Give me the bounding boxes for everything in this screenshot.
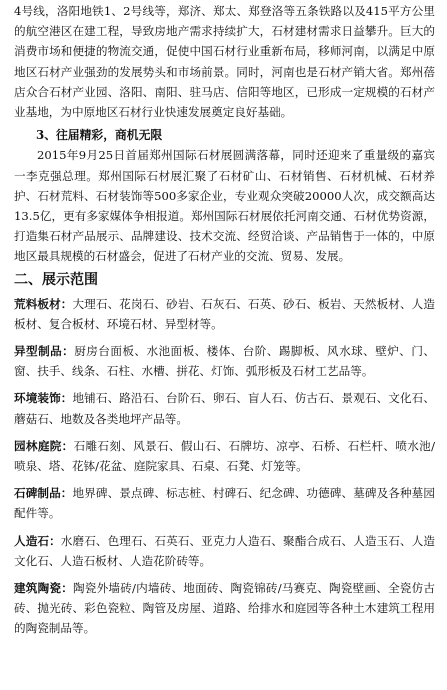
category-text: 地界碑、景点碑、标志桩、村碑石、纪念碑、功德碑、墓碑及各种墓园配件等。 bbox=[14, 486, 435, 521]
category-item bbox=[14, 436, 435, 476]
category-text: 石雕石刻、风景石、假山石、石牌坊、凉亭、石桥、石栏杆、喷水池/喷泉、塔、花钵/花盆、庭院家具、石桌、石凳、灯笼等。 bbox=[14, 438, 435, 474]
category-label: 人造石： bbox=[14, 533, 61, 548]
category-text: 水磨石、色理石、石英石、亚克力人造石、聚酯合成石、人造玉石、人造文化石、人造石板材、人造花阶砖等。 bbox=[14, 533, 435, 568]
category-label: 荒料板材： bbox=[14, 296, 73, 311]
category-label: 园林庭院： bbox=[14, 438, 74, 453]
category-text: 厨房台面板、水池面板、楼体、台阶、踢脚板、风水球、壁炉、门、窗、扶手、线条、石柱、水槽、拼花、灯饰、弧形板及石材工艺品等。 bbox=[14, 344, 435, 379]
intro-paragraph: 4号线，洛阳地铁1、2号线等，郑济、郑太、郑登洛等五条铁路以及415平方公里的航空港区在建工程，导致房地产需求持续扩大，石材建材需求日益攀升。巨大的消费市场和便捷的物流交通，促使中国石材行业重新布局，移师河南，以满足中原地区石材产业强劲的发展势头和市场前景。同时，河南也是石材产销大省。郑州蓓店众合石材产业园、洛阳、南阳、驻马店、信阳等地区，已形成一定规模的石材产业基地，为中原地区石材行业快速发展奠定良好基础。 bbox=[14, 4, 435, 120]
category-label: 环境装饰： bbox=[14, 391, 73, 406]
category-item bbox=[14, 388, 435, 428]
category-list bbox=[14, 294, 435, 639]
category-item bbox=[14, 483, 435, 523]
category-label: 石碑制品： bbox=[14, 486, 73, 501]
section-title-exhibit-scope: 二、展示范围 bbox=[14, 271, 98, 288]
past-exhibition-paragraph: 2015年9月25日首届郑州国际石材展圆满落幕，同时还迎来了重量级的嘉宾一李克强总理。郑州国际石材展汇聚了石材矿山、石材销售、石材机械、石材养护、石材荒料、石材装饰等500多家企业，专业观众突破20000人次，成交额高达13.5亿，更有多家媒体争相报道。郑州国际石材展依托河南交通、石材优势资源，打造集石材产品展示、品牌建设、技术交流、经贸洽谈、产品销售于一体的，中原地区最具规模的石材盛会，促进了石材产业的交流、贸易、发展。 bbox=[14, 148, 435, 264]
category-item bbox=[14, 294, 435, 334]
category-label: 建筑陶瓷： bbox=[14, 581, 73, 596]
category-text: 地铺石、路沿石、台阶石、卵石、盲人石、仿古石、景观石、文化石、蘑菇石、地数及各类地坪产品等。 bbox=[14, 391, 435, 426]
category-label: 异型制品： bbox=[14, 344, 75, 359]
category-text: 大理石、花岗石、砂岩、石灰石、石英、砂石、板岩、天然板材、人造板材、复合板材、环境石材、异型材等。 bbox=[14, 296, 435, 331]
subheading-past-highlights: 3、往届精彩，商机无限 bbox=[36, 128, 163, 143]
category-item bbox=[14, 578, 435, 639]
category-item bbox=[14, 531, 435, 571]
category-text: 陶瓷外墙砖/内墙砖、地面砖、陶瓷锦砖/马赛克、陶瓷壁画、全瓷仿古砖、抛光砖、彩色瓷粒、陶管及房屋、道路、给排水和庭园等各种土木建筑工程用的陶瓷制品等。 bbox=[14, 581, 435, 636]
category-item bbox=[14, 341, 435, 381]
